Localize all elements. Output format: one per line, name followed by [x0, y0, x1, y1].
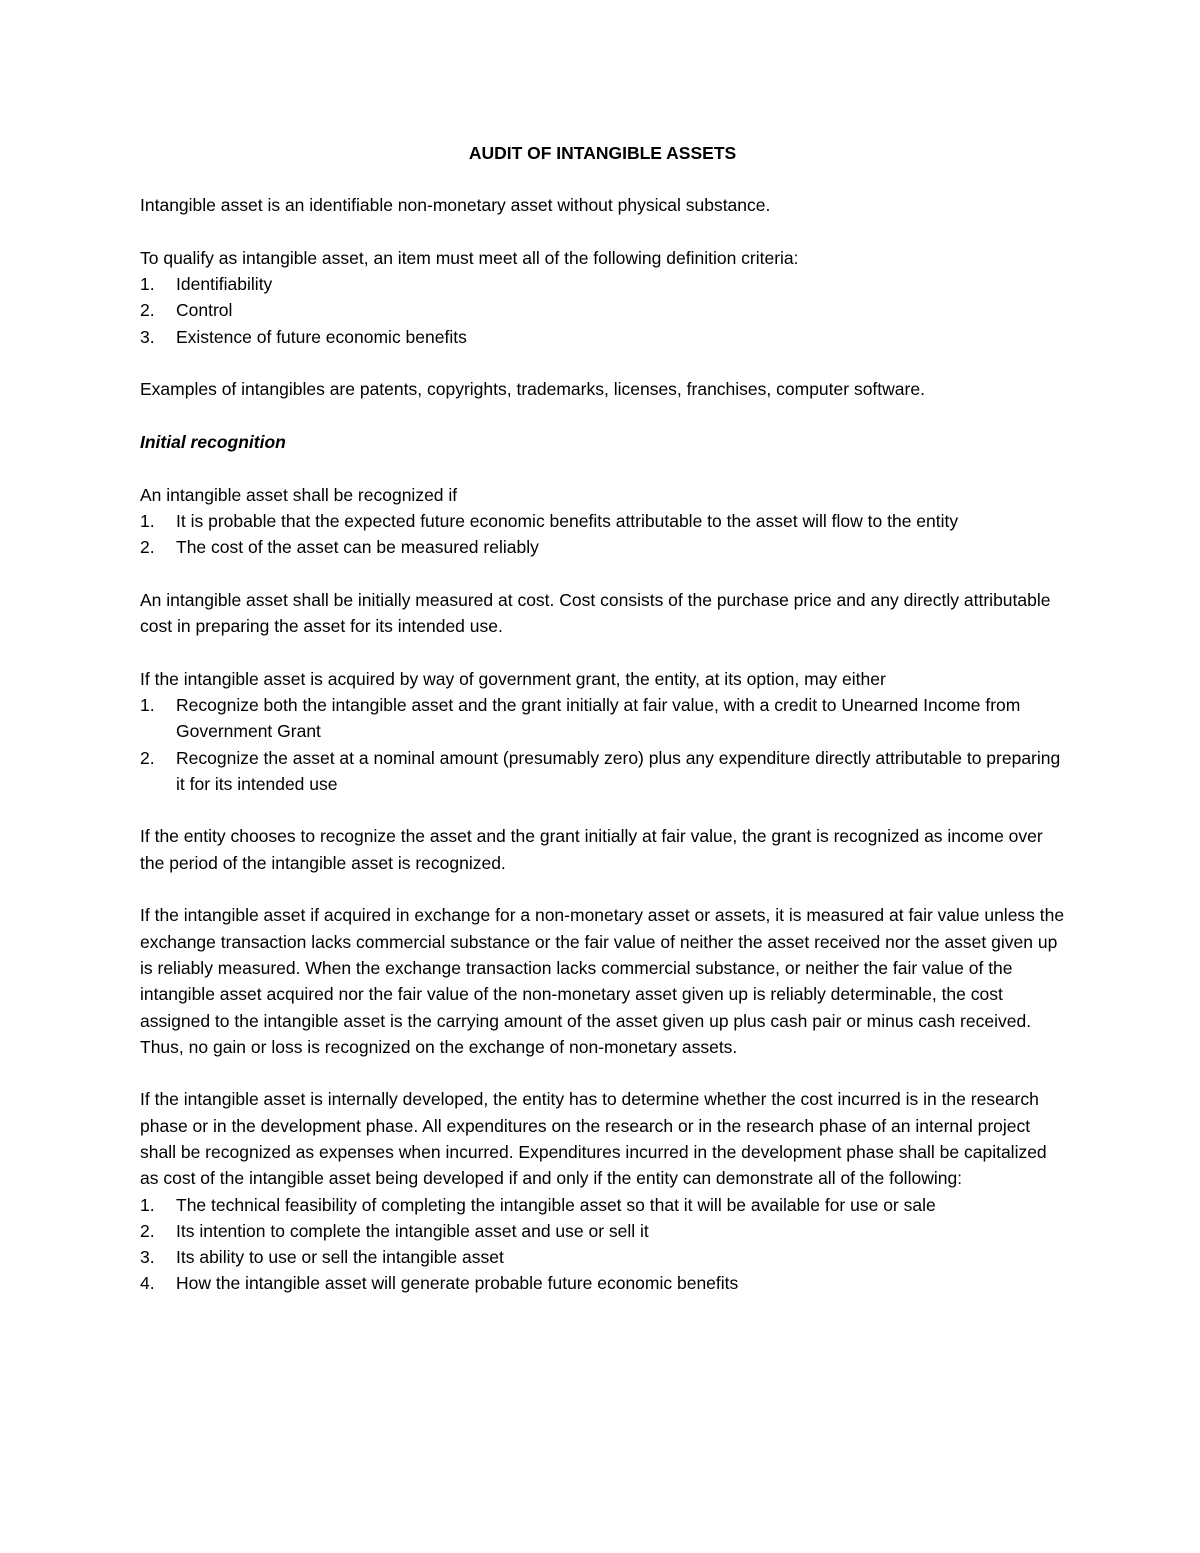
list-item-text: How the intangible asset will generate probable future economic benefits — [176, 1273, 739, 1294]
criteria-intro: To qualify as intangible asset, an item must meet all of the following definition criteria: — [140, 247, 799, 268]
list-item-text: Identifiability — [176, 274, 273, 295]
criteria-list — [140, 271, 1065, 350]
grant-list — [140, 692, 1065, 797]
list-number: 1. — [140, 510, 155, 531]
initial-recognition-heading: Initial recognition — [140, 431, 286, 452]
list-number: 1. — [140, 694, 155, 715]
list-item-text: The technical feasibility of completing the intangible asset so that it will be available for use or sale — [176, 1194, 936, 1215]
list-item-text: It is probable that the expected future economic benefits attributable to the asset will flow to the entity — [176, 510, 959, 531]
list-item — [140, 1244, 1065, 1270]
list-item — [140, 1192, 1065, 1218]
list-item-text: Recognize both the intangible asset and the grant initially at fair value, with a credit to Unearned Income from Government Grant — [176, 694, 1021, 742]
criteria-section — [140, 245, 1065, 350]
list-item — [140, 745, 1065, 798]
initial-measurement-paragraph: An intangible asset shall be initially measured at cost. Cost consists of the purchase price and any directly attributable cost in preparing the asset for its intended use. — [140, 589, 1051, 637]
list-item-text: Recognize the asset at a nominal amount (presumably zero) plus any expenditure directly attributable to preparing it for its intended use — [176, 747, 1061, 794]
exchange-paragraph: If the intangible asset if acquired in exchange for a non-monetary asset or assets, it is measured at fair value unless the exchange transaction lacks commercial substance or the fair value of neither the asset received nor the asset given up is reliably measured. When the exchange transaction lacks commercial substance, or neither the fair value of the intangible asset acquired nor the fair value of the non-monetary asset given up is reliably determinable, the cost assigned to the intangible asset is the carrying amount of the asset given up plus cash pair or minus cash received. Thus, no gain or loss is recognized on the exchange of non-monetary assets. — [140, 905, 1065, 1057]
grant-intro: If the intangible asset is acquired by way of government grant, the entity, at its option, may either — [140, 668, 886, 689]
list-item-text: Control — [176, 300, 233, 321]
internal-development-section — [140, 1086, 1065, 1296]
document-title: AUDIT OF INTANGIBLE ASSETS — [468, 143, 737, 163]
internal-criteria-list — [140, 1192, 1065, 1297]
list-number: 2. — [140, 537, 155, 558]
internal-intro: If the intangible asset is internally developed, the entity has to determine whether the cost incurred is in the research phase or in the development phase. All expenditures on the research or in the research phase of an internal project shall be recognized as expenses when incurred. Expenditures incurred in the development phase shall be capitalized as cost of the intangible asset being developed if and only if the entity can demonstrate all of the following: — [140, 1089, 1047, 1189]
list-number: 1. — [140, 1194, 155, 1215]
list-item-text: Its intention to complete the intangible asset and use or sell it — [176, 1220, 649, 1241]
document-page — [140, 140, 1065, 1297]
list-item — [140, 508, 1065, 534]
grant-fair-value-paragraph: If the entity chooses to recognize the asset and the grant initially at fair value, the grant is recognized as income over the period of the intangible asset is recognized. — [140, 826, 1043, 873]
list-item — [140, 1218, 1065, 1244]
list-number: 2. — [140, 300, 155, 321]
list-item-text: The cost of the asset can be measured reliably — [176, 537, 539, 558]
list-item — [140, 324, 1065, 350]
examples-paragraph: Examples of intangibles are patents, copyrights, trademarks, licenses, franchises, computer software. — [140, 379, 925, 400]
recognition-section — [140, 482, 1065, 561]
list-number: 2. — [140, 1220, 155, 1241]
recognition-intro: An intangible asset shall be recognized if — [140, 484, 458, 505]
list-number: 4. — [140, 1273, 155, 1294]
list-number: 3. — [140, 326, 155, 347]
list-number: 3. — [140, 1247, 155, 1268]
list-item — [140, 271, 1065, 297]
list-item — [140, 1270, 1065, 1296]
recognition-list — [140, 508, 1065, 561]
definition-paragraph: Intangible asset is an identifiable non-monetary asset without physical substance. — [140, 195, 771, 216]
list-item — [140, 534, 1065, 560]
grant-section — [140, 666, 1065, 797]
list-number: 2. — [140, 747, 155, 768]
list-item — [140, 297, 1065, 323]
list-item-text: Existence of future economic benefits — [176, 326, 467, 347]
list-item — [140, 692, 1065, 745]
list-number: 1. — [140, 274, 155, 295]
list-item-text: Its ability to use or sell the intangible asset — [176, 1247, 504, 1268]
